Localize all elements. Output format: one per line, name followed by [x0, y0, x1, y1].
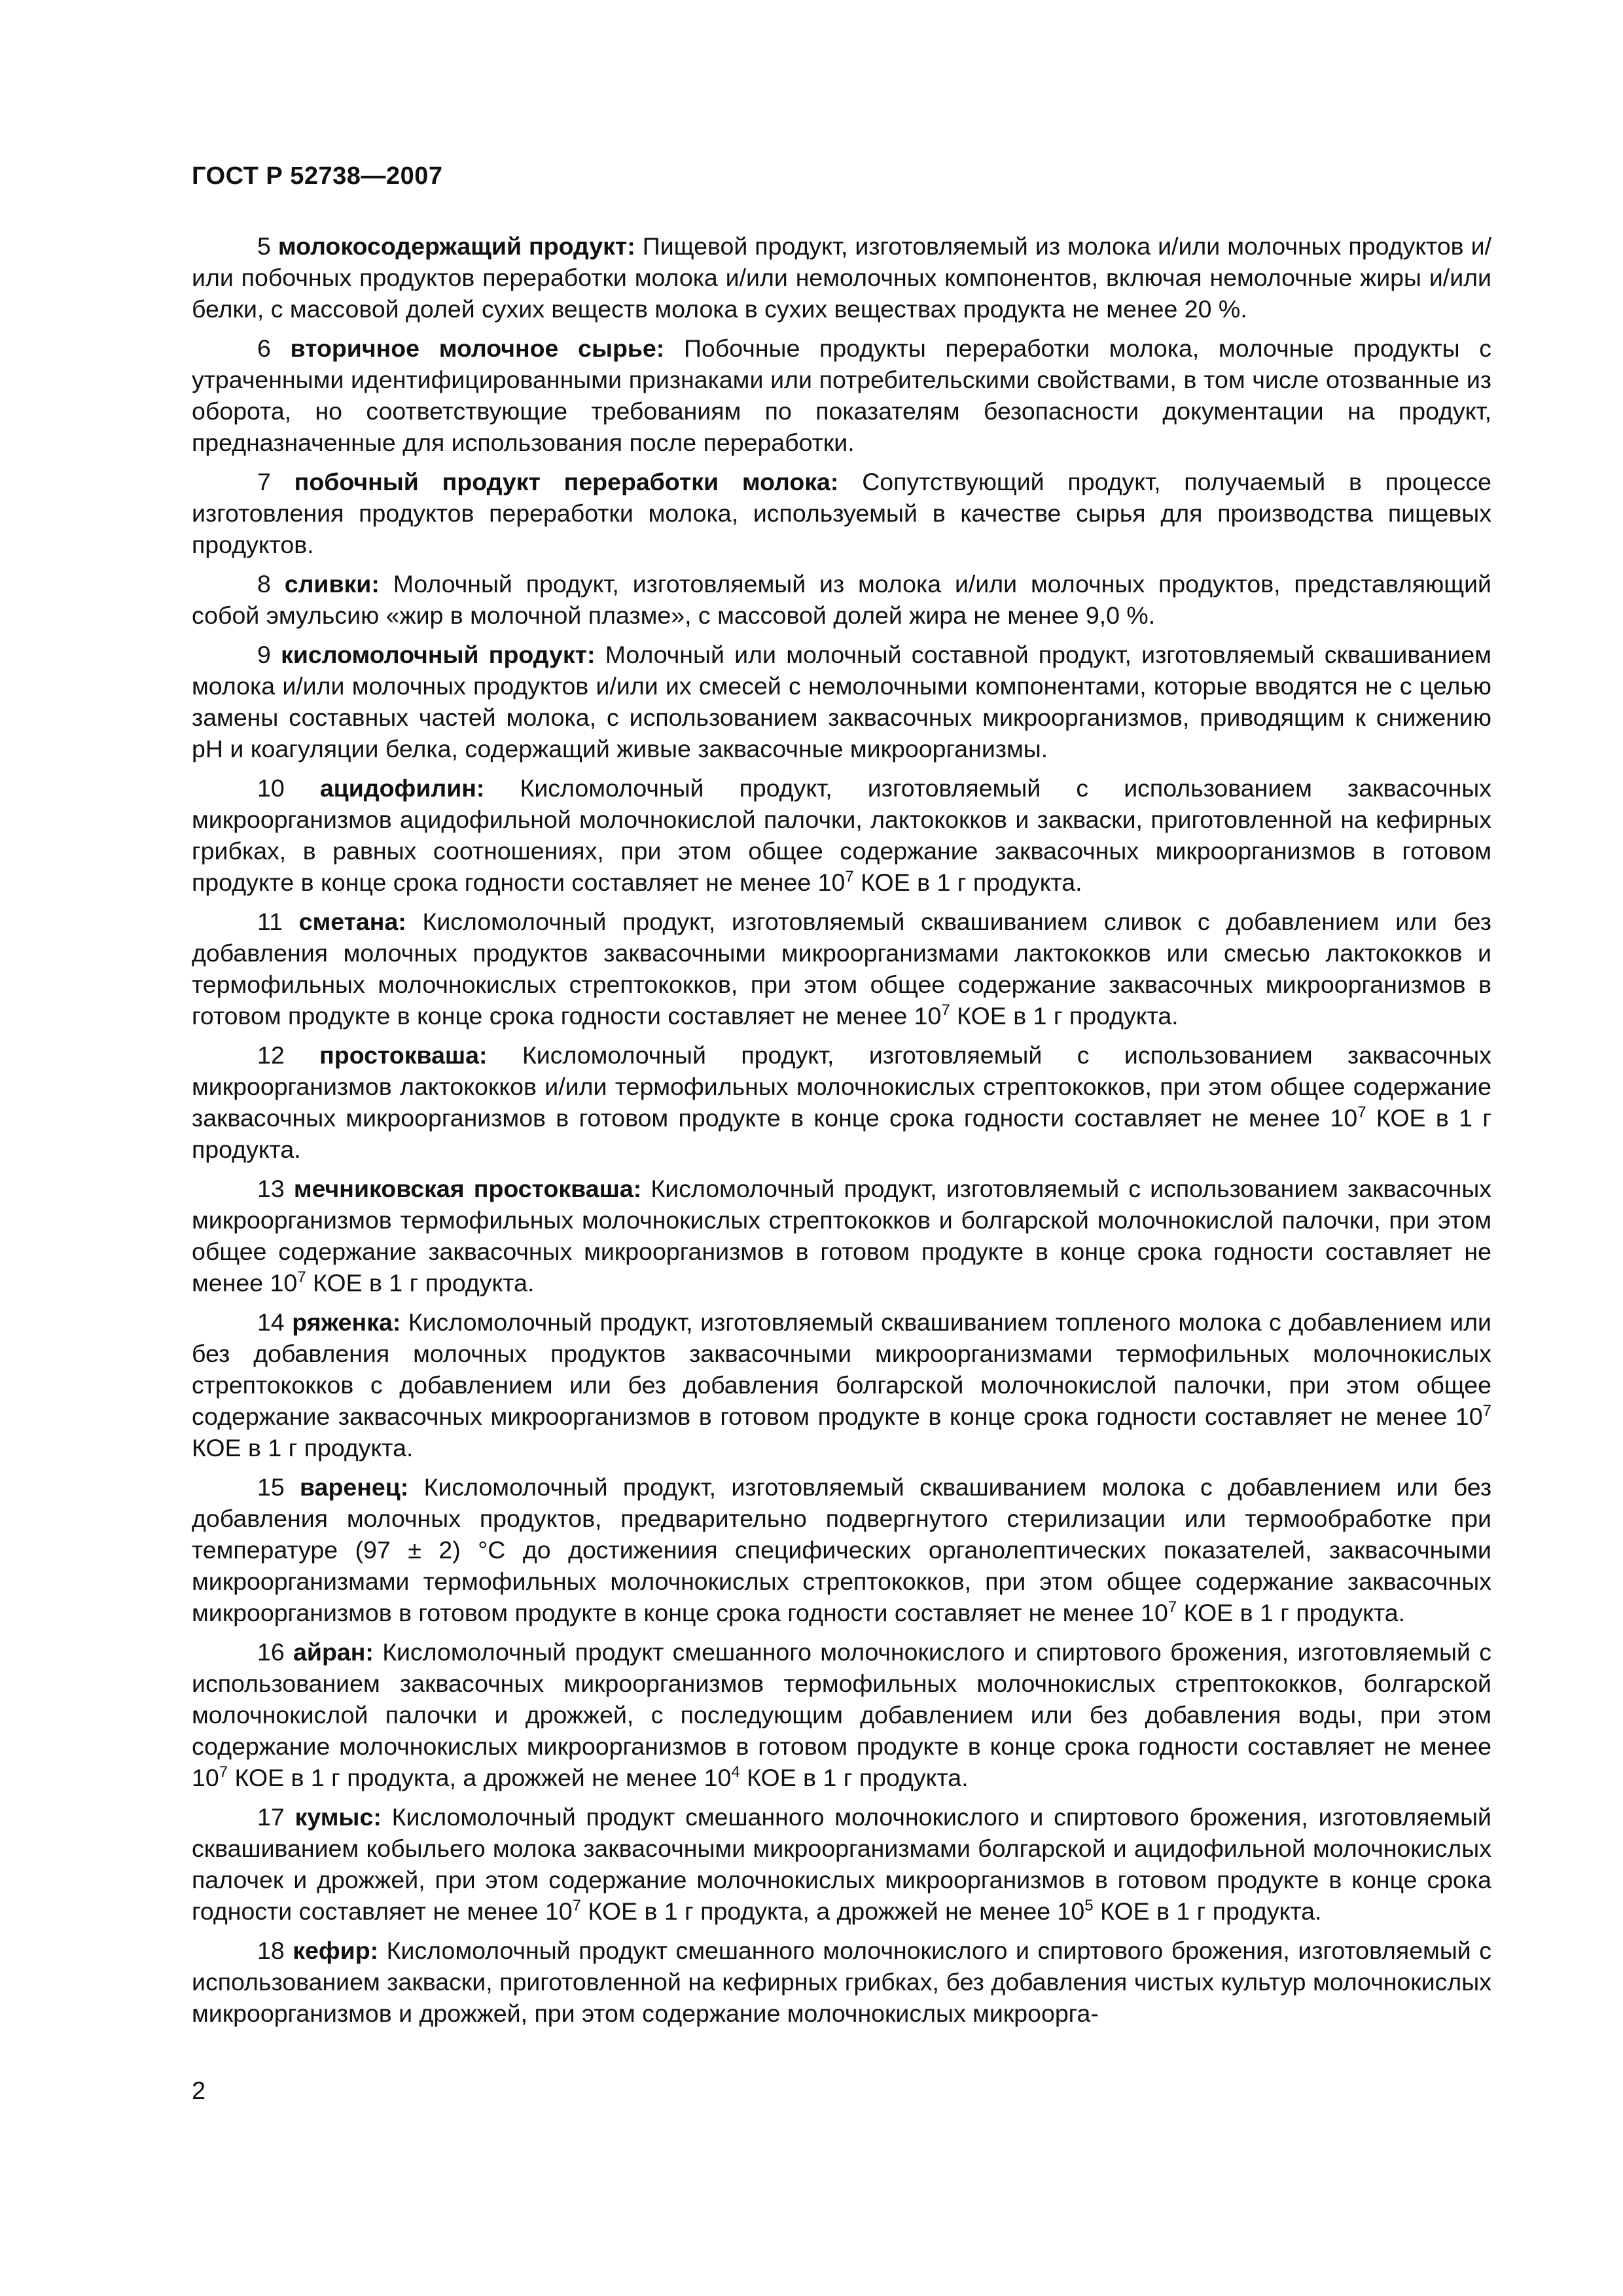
- exponent: 7: [297, 1268, 306, 1286]
- definitions-body: [192, 230, 1491, 2037]
- entry-term: вторичное молочное сырье:: [290, 334, 665, 362]
- definition-entry: [192, 1935, 1491, 2029]
- entry-text: Кисломолочный продукт, изготовляемый сквашиванием топленого молока с добавлением или без добавления молочных продуктов заквасочными микроорганизмами термофильных молочнокислых стрептококков с добавлением или без добавления болгарской молочнокислой палочки, при этом общее содержание заквасочных микроорганизмов в готовом продукте в конце срока годности составляет не менее 10: [192, 1308, 1491, 1430]
- entry-term: кисломолочный продукт:: [281, 641, 596, 668]
- exponent: 5: [1084, 1897, 1094, 1914]
- entry-number: 8: [257, 570, 271, 598]
- entry-text-end: КОЕ в 1 г продукта.: [1093, 1897, 1322, 1925]
- definition-entry: [192, 1039, 1491, 1165]
- definition-entry: [192, 466, 1491, 560]
- entry-term: варенец:: [300, 1473, 409, 1501]
- exponent: 7: [1357, 1103, 1366, 1121]
- entry-number: 9: [257, 641, 271, 668]
- definition-entry: [192, 332, 1491, 458]
- entry-text-middle: КОЕ в 1 г продукта, а дрожжей не менее 10: [581, 1897, 1085, 1925]
- entry-text: Сопутствующий продукт, получаемый в процессе изготовления продуктов переработки молока, используемый в качестве сырья для производства пищевых продуктов.: [192, 468, 1492, 558]
- entry-number: 7: [257, 468, 271, 495]
- entry-text: Кисломолочный продукт, изготовляемый сквашиванием сливок с добавлением или без добавления молочных продуктов заквасочными микроорганизмами лактококков или смесью лактококков и термофильных молочнокислых стрептококков, при этом общее содержание заквасочных микроорганизмов в готовом продукте в конце срока годности составляет не менее 10: [192, 908, 1491, 1030]
- exponent: 7: [845, 868, 854, 886]
- entry-number: 16: [257, 1638, 285, 1666]
- entry-text: Молочный продукт, изготовляемый из молока и/или молочных продуктов, представляющий собой эмульсию «жир в молочной плазме», с массовой долей жира не менее 9,0 %.: [192, 570, 1491, 629]
- definition-entry: [192, 568, 1491, 631]
- entry-text: Кисломолочный продукт смешанного молочнокислого и спиртового брожения, изготовляемый с использованием заквасочных микроорганизмов термофильных молочнокислых стрептококков, болгарской молочнокислой палочки и дрожжей, с последующим добавлением или без добавления воды, при этом содержание молочнокислых микроорганизмов в готовом продукте в конце срока годности составляет не менее 10: [192, 1638, 1492, 1791]
- entry-number: 13: [257, 1175, 285, 1202]
- entry-number: 18: [257, 1937, 285, 1964]
- entry-text: Кисломолочный продукт, изготовляемый с использованием заквасочных микроорганизмов термофильных молочнокислых стрептококков и болгарской молочнокислой палочки, при этом общее содержание заквасочных микроорганизмов в готовом продукте в конце срока годности составляет не менее 10: [192, 1175, 1492, 1297]
- entry-text: Побочные продукты переработки молока, молочные продукты с утраченными идентифицированными признаками или потребительскими свойствами, в том числе отозванные из оборота, но соответствующие требованиям по показателям безопасности документации на продукт, предназначенные для использования после переработки.: [192, 334, 1492, 456]
- entry-term: мечниковская простокваша:: [293, 1175, 642, 1202]
- entry-term: сливки:: [284, 570, 380, 598]
- exponent: 7: [1482, 1402, 1491, 1420]
- entry-text-end: КОЕ в 1 г продукта.: [853, 869, 1082, 896]
- entry-text-end: КОЕ в 1 г продукта.: [950, 1002, 1179, 1030]
- definition-entry: [192, 1801, 1491, 1927]
- exponent: 7: [219, 1763, 228, 1781]
- entry-number: 5: [257, 232, 271, 260]
- entry-number: 17: [257, 1803, 285, 1831]
- entry-number: 12: [257, 1041, 285, 1069]
- entry-text-end: КОЕ в 1 г продукта.: [1177, 1599, 1406, 1626]
- definition-entry: [192, 1636, 1491, 1793]
- entry-number: 15: [257, 1473, 285, 1501]
- entry-text: Кисломолочный продукт, изготовляемый с использованием заквасочных микроорганизмов ацидофильной молочнокислой палочки, лактококков и закваски, приготовленной на кефирных грибках, в равных соотношениях, при этом общее содержание заквасочных микроорганизмов в готовом продукте в конце срока годности составляет не менее 10: [192, 774, 1491, 896]
- entry-text: Кисломолочный продукт смешанного молочнокислого и спиртового брожения, изготовляемый сквашиванием кобыльего молока заквасочными микроорганизмами болгарской и ацидофильной молочнокислых палочек и дрожжей, при этом содержание молочнокислых микроорганизмов в готовом продукте в конце срока годности составляет не менее 10: [192, 1803, 1492, 1925]
- entry-term: айран:: [293, 1638, 374, 1666]
- entry-text-middle: КОЕ в 1 г продукта, а дрожжей не менее 10: [228, 1764, 732, 1791]
- entry-term: побочный продукт переработки молока:: [294, 468, 839, 495]
- exponent: 7: [1168, 1598, 1177, 1616]
- entry-text-end: КОЕ в 1 г продукта.: [306, 1269, 535, 1297]
- entry-text: Пищевой продукт, изготовляемый из молока и/или молочных продуктов и/или побочных продуктов переработки молока и/или немолочных компонентов, включая немолочные жиры и/или белки, с массовой долей сухих веществ молока в сухих веществах продукта не менее 20 %.: [192, 232, 1491, 323]
- entry-text-end: КОЕ в 1 г продукта.: [740, 1764, 969, 1791]
- definition-entry: [192, 639, 1491, 764]
- definition-entry: [192, 1306, 1491, 1463]
- entry-number: 11: [257, 908, 283, 935]
- definition-entry: [192, 230, 1491, 325]
- entry-number: 14: [257, 1308, 285, 1336]
- entry-text: Кисломолочный продукт, изготовляемый с использованием заквасочных микроорганизмов лактококков и/или термофильных молочнокислых стрептококков, при этом общее содержание заквасочных микроорганизмов в готовом продукте в конце срока годности составляет не менее 10: [192, 1041, 1491, 1132]
- definition-entry: [192, 1471, 1491, 1628]
- exponent: 7: [941, 1001, 950, 1019]
- definition-entry: [192, 906, 1491, 1031]
- entry-text: Кисломолочный продукт, изготовляемый сквашиванием молока с добавлением или без добавления молочных продуктов, предварительно подвергнутого стерилизации или термообработке при температуре (97 ± 2) °С до достижениия специфических органолептических показателей, заквасочными микроорганизмами термофильных молочнокислых стрептококков, при этом общее содержание заквасочных микроорганизмов в готовом продукте в конце срока годности составляет не менее 10: [192, 1473, 1492, 1626]
- entry-term: сметана:: [298, 908, 406, 935]
- entry-text-end: КОЕ в 1 г продукта.: [192, 1104, 1491, 1163]
- standard-header: ГОСТ Р 52738—2007: [192, 162, 443, 190]
- entry-number: 10: [257, 774, 285, 802]
- entry-term: кумыс:: [294, 1803, 382, 1831]
- entry-number: 6: [257, 334, 271, 362]
- entry-term: ряженка:: [292, 1308, 401, 1336]
- definition-entry: [192, 772, 1491, 898]
- exponent: 4: [731, 1763, 740, 1781]
- entry-text-end: КОЕ в 1 г продукта.: [192, 1434, 414, 1462]
- page-number: 2: [192, 2077, 206, 2105]
- definition-entry: [192, 1173, 1491, 1299]
- entry-term: простокваша:: [319, 1041, 488, 1069]
- entry-term: ацидофилин:: [319, 774, 485, 802]
- entry-term: кефир:: [293, 1937, 379, 1964]
- entry-term: молокосодержащий продукт:: [277, 232, 635, 260]
- entry-text: Кисломолочный продукт смешанного молочнокислого и спиртового брожения, изготовляемый с использованием закваски, приготовленной на кефирных грибках, без добавления чистых культур молочнокислых микроорганизмов и дрожжей, при этом содержание молочнокислых микроорга-: [192, 1937, 1492, 2027]
- entry-text: Молочный или молочный составной продукт, изготовляемый сквашиванием молока и/или молочных продуктов и/или их смесей с немолочными компонентами, которые вводятся не с целью замены составных частей молока, с использованием заквасочных микроорганизмов, приводящим к снижению pH и коагуляции белка, содержащий живые заквасочные микроорганизмы.: [192, 641, 1491, 762]
- exponent: 7: [572, 1897, 581, 1914]
